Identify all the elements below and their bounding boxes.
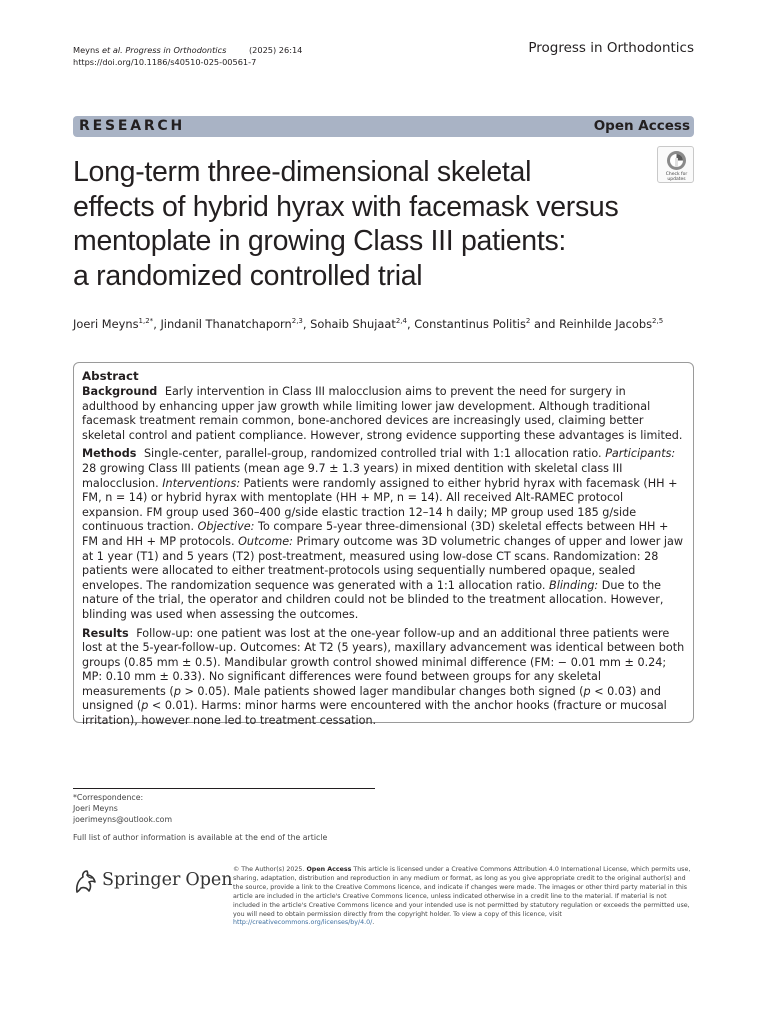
author-separator: ,: [153, 317, 161, 331]
results-text: > 0.05). Male patients showed lager mandibular changes both signed (: [180, 684, 584, 698]
title-line: mentoplate in growing Class III patients:: [73, 225, 567, 257]
springer-horse-icon: [73, 868, 99, 896]
article-title: [73, 155, 643, 293]
author-list: [73, 317, 693, 331]
journal-name: Progress in Orthodontics: [528, 40, 694, 56]
author-affiliation: 2,4: [395, 317, 407, 326]
methods-text: 28 growing Class III patients (mean age 9.7 ± 1.3 years) in mixed dentition with skeletal class III malocclusion.: [82, 461, 623, 490]
author-name[interactable]: Jindanil Thanatchaporn: [160, 317, 292, 331]
methods-text: Single-center, parallel-group, randomized controlled trial with 1:1 allocation ratio.: [143, 447, 602, 461]
author-separator: ,: [302, 317, 311, 331]
crossmark-label-1: Check for: [665, 172, 688, 177]
methods-label: Methods: [82, 447, 137, 461]
title-line: a randomized controlled trial: [73, 259, 423, 292]
methods-text: Patients were randomly assigned to either hybrid hyrax with facemask (HH + FM, n = 14) or hybrid hyrax with mentoplate (HH + MP, n = 14). All received Alt-RAMEC protocol expansion. FM group used 360–400 g/side elastic traction 12–14 h daily; MP group used 185 g/side continuous traction.: [82, 476, 678, 534]
methods-subhead: Interventions:: [162, 476, 241, 490]
author-affiliation: 2,3: [291, 317, 303, 326]
correspondence-name: Joeri Meyns: [73, 804, 118, 813]
author-name[interactable]: Constantinus Politis: [414, 317, 526, 331]
background-label: Background: [82, 385, 158, 398]
title-line: effects of hybrid hyrax with facemask versus: [73, 190, 619, 223]
abstract-methods: [82, 447, 685, 622]
springer-wordmark: [102, 870, 233, 890]
article-type-label: RESEARCH: [79, 118, 185, 134]
p-value-symbol: p: [583, 684, 591, 698]
methods-subhead: Objective:: [197, 520, 255, 534]
citation-line: [73, 44, 302, 56]
background-text: Early intervention in Class III malocclusion aims to prevent the need for surgery in adulthood by enhancing upper jaw growth while limiting lower jaw development. Although traditional facemask treatment remain common, bone-anchored devices are increasingly used, claiming better skeletal control and patient compliance. However, strong evidence supporting these advantages is limited.: [82, 385, 683, 442]
abstract-background: [82, 385, 685, 443]
running-header: [73, 44, 302, 68]
author-name[interactable]: Joeri Meyns: [73, 317, 139, 331]
springer-brand: Springer: [102, 870, 181, 890]
results-text: < 0.03) and unsigned (: [82, 684, 662, 713]
open-access-label: Open Access: [593, 118, 690, 134]
license-body: This article is licensed under a Creative Commons Attribution 4.0 International License, which permits use, sharing, adaptation, distribution and reproduction in any medium or format, as long as you give appropriate credit to the original author(s) and the source, provide a link to the Creative Commons licence, and indicate if changes were made. The images or other third party material in this article are included in the article's Creative Commons licence, unless indicated otherwise in a credit line to the material. If material is not included in the article's Creative Commons licence and your intended use is not permitted by statutory regulation or exceeds the permitted use, you will need to obtain permission directly from the copyright holder. To view a copy of this licence, visit: [233, 866, 691, 918]
citation-journal: et al. Progress in Orthodontics: [102, 45, 227, 55]
crossmark-icon: [666, 150, 687, 171]
crossmark-label-2: updates: [667, 177, 686, 182]
license-open-access-label: Open Access: [306, 866, 352, 873]
footnote-divider: [73, 788, 375, 789]
citation-year: (2025) 26:14: [248, 45, 303, 55]
results-text: < 0.01). Harms: minor harms were encountered with the anchor hooks (fracture or mucosal irritation), however none led to treatment cessation.: [82, 699, 667, 728]
methods-subhead: Participants:: [605, 447, 676, 461]
correspondence-block: [73, 792, 172, 825]
results-text: Follow-up: one patient was lost at the one-year follow-up and an additional three patients were lost at the 5-year-follow-up. Outcomes: At T2 (5 years), maxillary advancement was identical between both groups (0.85 mm ± 0.5). Mandibular growth control showed minimal difference (FM: − 0.01 mm ± 0.24; MP: 0.10 mm ± 0.33). No significant differences were found between groups for any skeletal measurements (: [82, 626, 685, 698]
results-label: Results: [82, 626, 129, 640]
methods-subhead: Blinding:: [549, 578, 599, 592]
author-affiliation: 2,5: [652, 317, 664, 326]
author-name[interactable]: Reinhilde Jacobs: [559, 317, 653, 331]
methods-subhead: Outcome:: [238, 534, 293, 548]
correspondence-label: *Correspondence:: [73, 793, 144, 802]
p-value-symbol: p: [173, 684, 181, 698]
methods-text: Primary outcome was 3D volumetric changes of upper and lower jaw at 1 year (T1) and 5 years (T2) post-treatment, measured using low-dose CT scans. Randomization: 28 patients were allocated to either treatment-protocols using sequentially numbered opaque, sealed envelopes. The randomization sequence was generated with a 1:1 allocation ratio.: [82, 534, 683, 592]
full-author-info-note: Full list of author information is available at the end of the article: [73, 833, 328, 842]
license-url-link[interactable]: http://creativecommons.org/licenses/by/4.0/: [233, 919, 373, 927]
methods-text: To compare 5-year three-dimensional (3D) skeletal effects between HH + FM and HH + MP protocols.: [82, 520, 669, 548]
author-name[interactable]: Sohaib Shujaat: [310, 317, 396, 331]
license-prefix: © The Author(s) 2025.: [233, 866, 305, 873]
abstract-heading: Abstract: [82, 369, 139, 383]
check-for-updates-badge[interactable]: [657, 146, 694, 183]
springer-open-suffix: Open: [185, 870, 233, 890]
abstract-box: [73, 362, 694, 728]
author-affiliation: 1,2*: [138, 317, 154, 326]
p-value-symbol: p: [141, 699, 149, 713]
citation-prefix: Meyns: [73, 45, 100, 55]
title-line: Long-term three-dimensional skeletal: [73, 156, 532, 188]
correspondence-email[interactable]: joerimeyns@outlook.com: [73, 815, 173, 824]
license-statement: [233, 866, 695, 928]
abstract-results: [82, 627, 685, 729]
category-band: [73, 116, 694, 137]
author-affiliation: 2: [525, 317, 531, 326]
author-separator: and: [530, 317, 560, 331]
doi-link[interactable]: https://doi.org/10.1186/s40510-025-00561-7: [73, 57, 257, 67]
license-suffix: .: [372, 919, 375, 927]
author-separator: ,: [406, 317, 415, 331]
methods-text: Due to the nature of the trial, the operator and children could not be blinded to the treatment allocation. However, blinding was used when assessing the outcomes.: [82, 578, 664, 621]
